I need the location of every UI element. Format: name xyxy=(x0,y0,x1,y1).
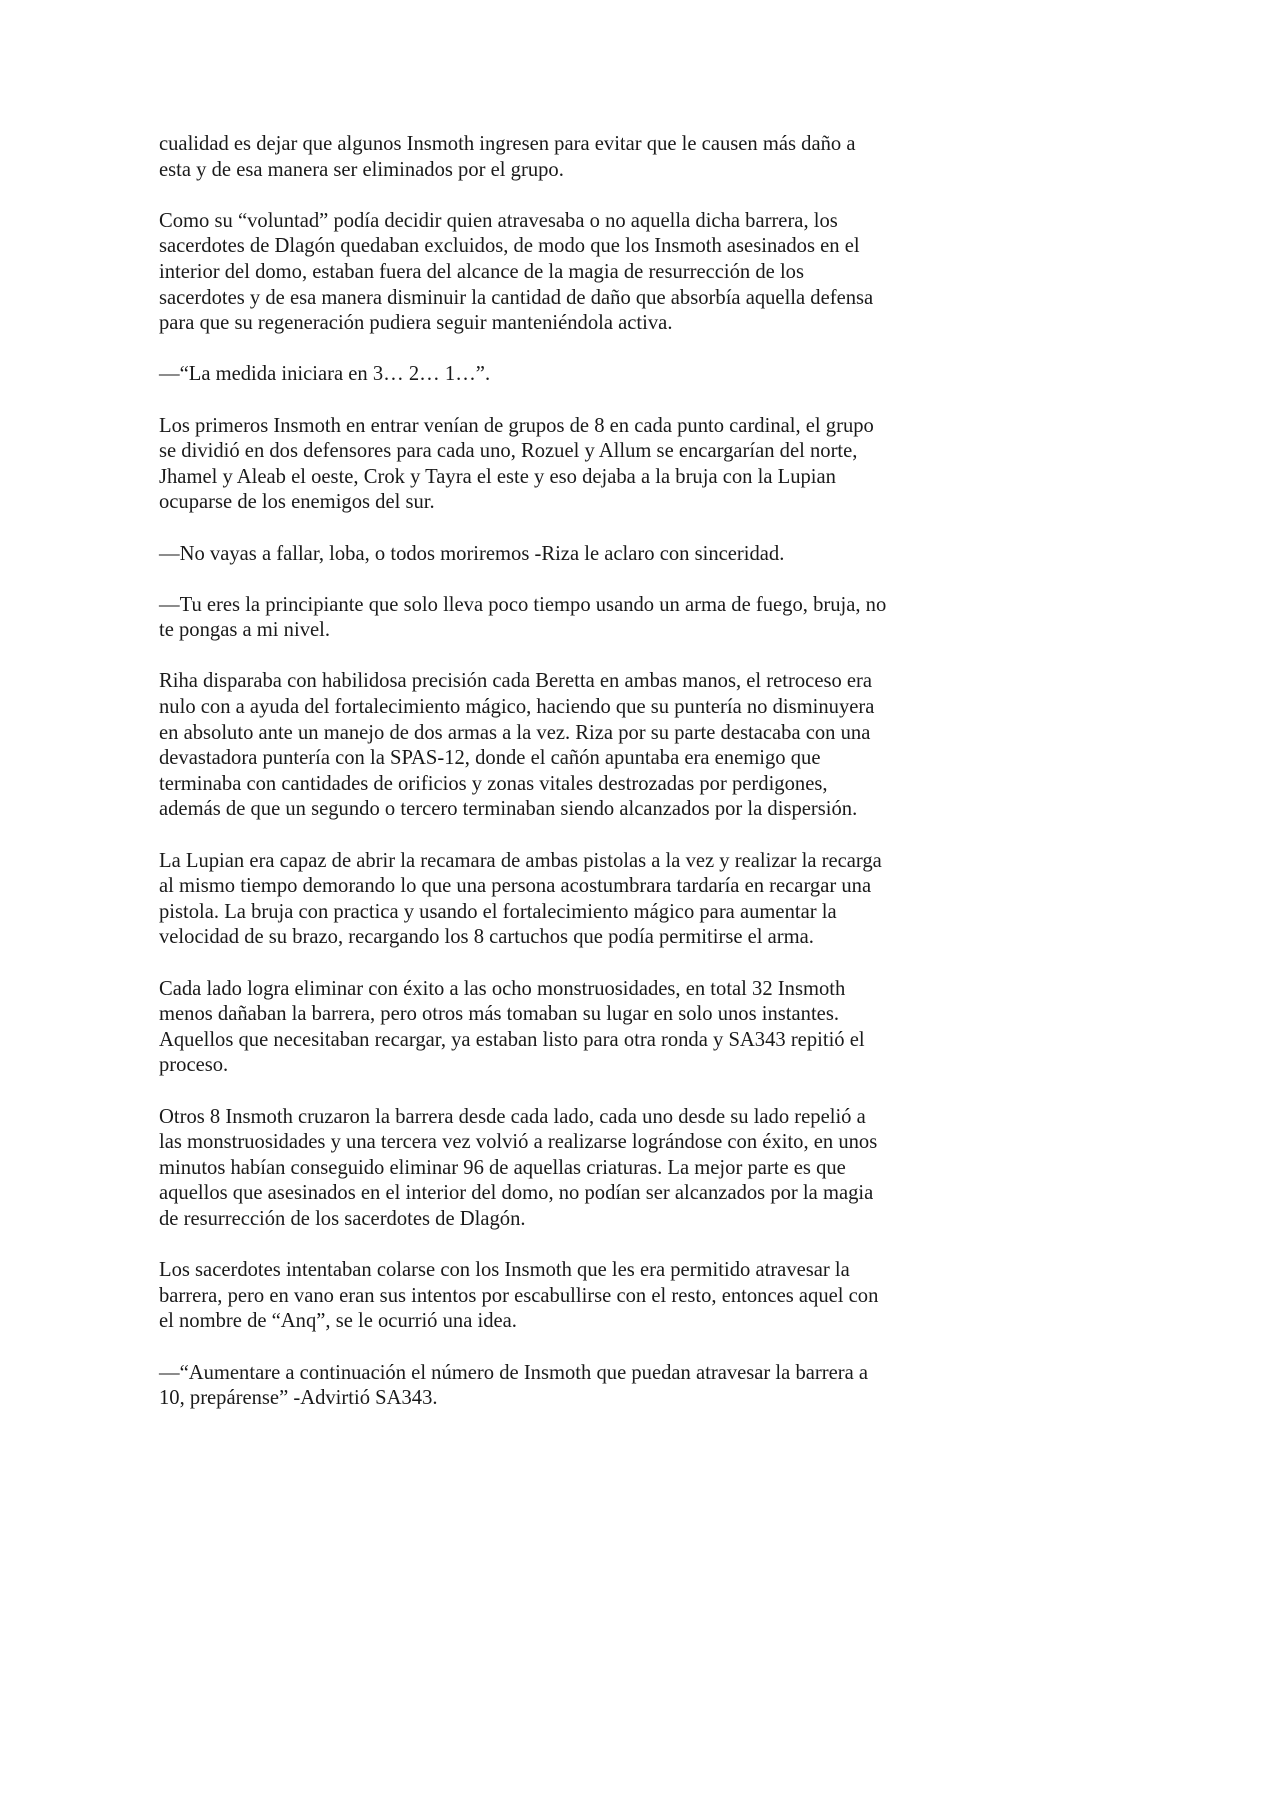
text-line: para que su regeneración pudiera seguir manteniéndola activa. xyxy=(159,312,673,335)
text-line: Jhamel y Aleab el oeste, Crok y Tayra el este y eso dejaba a la bruja con la Lupian xyxy=(159,465,836,488)
text-line: menos dañaban la barrera, pero otros más tomaban su lugar en solo unos instantes. xyxy=(159,1003,839,1026)
text-line: Riha disparaba con habilidosa precisión cada Beretta en ambas manos, el retroceso era xyxy=(159,670,873,693)
text-line: barrera, pero en vano eran sus intentos por escabullirse con el resto, entonces aquel con xyxy=(159,1284,879,1307)
paragraph-7 xyxy=(159,669,959,823)
text-line: aquellos que asesinados en el interior del domo, no podían ser alcanzados por la magia xyxy=(159,1182,874,1205)
text-line: terminaba con cantidades de orificios y zonas vitales destrozadas por perdigones, xyxy=(159,772,828,795)
text-line: Cada lado logra eliminar con éxito a las ocho monstruosidades, en total 32 Insmoth xyxy=(159,977,846,1000)
paragraph-1 xyxy=(159,132,959,183)
text-line: cualidad es dejar que algunos Insmoth ingresen para evitar que le causen más daño a xyxy=(159,133,856,155)
text-line: La Lupian era capaz de abrir la recamara de ambas pistolas a la vez y realizar la recarga xyxy=(159,849,882,872)
text-line: esta y de esa manera ser eliminados por el grupo. xyxy=(159,158,564,181)
paragraph-5 xyxy=(159,542,959,568)
document-body xyxy=(159,132,959,1412)
text-line: minutos habían conseguido eliminar 96 de aquellas criaturas. La mejor parte es que xyxy=(159,1156,846,1179)
text-line: nulo con a ayuda del fortalecimiento mágico, haciendo que su puntería no disminuyera xyxy=(159,696,875,719)
text-line: —“Aumentare a continuación el número de Insmoth que puedan atravesar la barrera a xyxy=(159,1361,869,1384)
text-line: al mismo tiempo demorando lo que una persona acostumbrara tardaría en recargar una xyxy=(159,875,872,898)
text-line: devastadora puntería con la SPAS-12, donde el cañón apuntaba era enemigo que xyxy=(159,747,821,770)
paragraph-8 xyxy=(159,849,959,951)
text-line: pistola. La bruja con practica y usando el fortalecimiento mágico para aumentar la xyxy=(159,900,837,923)
paragraph-9 xyxy=(159,977,959,1079)
text-line: en absoluto ante un manejo de dos armas a la vez. Riza por su parte destacaba con una xyxy=(159,721,871,744)
paragraph-6 xyxy=(159,593,959,644)
text-line: Los sacerdotes intentaban colarse con los Insmoth que les era permitido atravesar la xyxy=(159,1259,850,1282)
text-line: —No vayas a fallar, loba, o todos moriremos -Riza le aclaro con sinceridad. xyxy=(159,542,785,565)
text-line: el nombre de “Anq”, se le ocurrió una idea. xyxy=(159,1310,517,1333)
text-line: ocuparse de los enemigos del sur. xyxy=(159,491,435,514)
text-line: se dividió en dos defensores para cada uno, Rozuel y Allum se encargarían del norte, xyxy=(159,440,858,463)
paragraph-4 xyxy=(159,414,959,516)
text-line: sacerdotes y de esa manera disminuir la cantidad de daño que absorbía aquella defensa xyxy=(159,286,874,309)
text-line: las monstruosidades y una tercera vez volvió a realizarse lográndose con éxito, en unos xyxy=(159,1131,878,1154)
text-line: velocidad de su brazo, recargando los 8 cartuchos que podía permitirse el arma. xyxy=(159,926,814,949)
text-line: —“La medida iniciara en 3… 2… 1…”. xyxy=(159,363,491,386)
paragraph-2 xyxy=(159,209,959,337)
paragraph-11 xyxy=(159,1258,959,1335)
text-line: Otros 8 Insmoth cruzaron la barrera desde cada lado, cada uno desde su lado repelió a xyxy=(159,1105,866,1128)
paragraph-10 xyxy=(159,1105,959,1233)
text-line: 10, prepárense” -Advirtió SA343. xyxy=(159,1387,438,1410)
paragraph-12 xyxy=(159,1361,959,1412)
text-line: Como su “voluntad” podía decidir quien atravesaba o no aquella dicha barrera, los xyxy=(159,209,838,232)
text-line: —Tu eres la principiante que solo lleva poco tiempo usando un arma de fuego, bruja, no xyxy=(159,593,887,616)
paragraph-3 xyxy=(159,362,959,388)
text-line: sacerdotes de Dlagón quedaban excluidos, de modo que los Insmoth asesinados en el xyxy=(159,235,860,258)
text-line: Aquellos que necesitaban recargar, ya estaban listo para otra ronda y SA343 repitió el xyxy=(159,1028,865,1051)
text-line: te pongas a mi nivel. xyxy=(159,619,331,642)
text-line: de resurrección de los sacerdotes de Dlagón. xyxy=(159,1207,526,1230)
text-line: además de que un segundo o tercero terminaban siendo alcanzados por la dispersión. xyxy=(159,798,858,821)
text-line: interior del domo, estaban fuera del alcance de la magia de resurrección de los xyxy=(159,260,804,283)
text-line: Los primeros Insmoth en entrar venían de grupos de 8 en cada punto cardinal, el grupo xyxy=(159,414,874,437)
text-line: proceso. xyxy=(159,1054,229,1077)
